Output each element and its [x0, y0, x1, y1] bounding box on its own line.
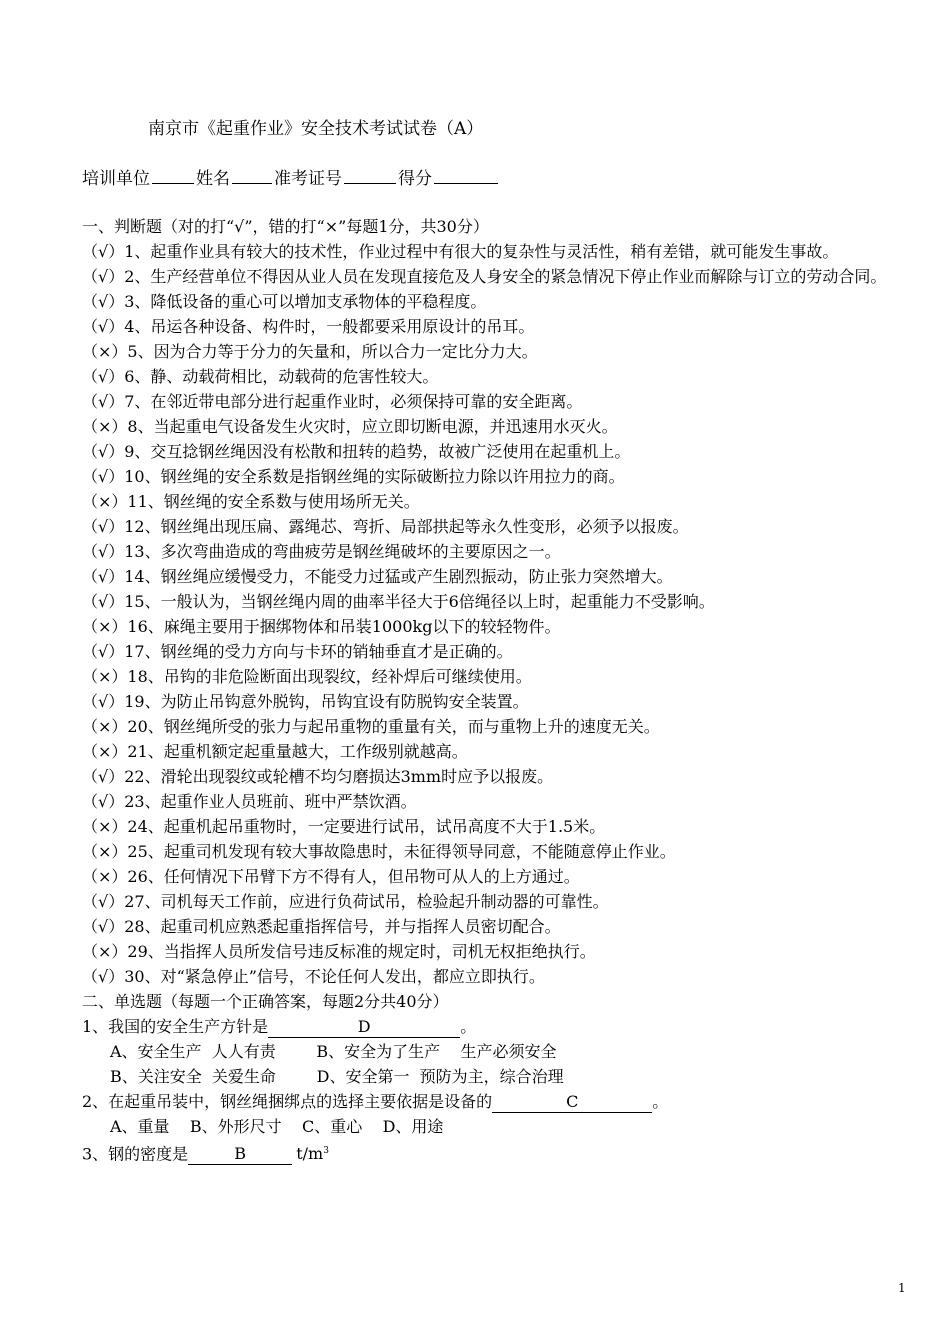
tf-item-text: 16、麻绳主要用于捆绑物体和吊装1000kg以下的较轻物件。 — [127, 617, 561, 636]
tf-item-text: 30、对“紧急停止”信号，不论任何人发出，都应立即执行。 — [124, 967, 545, 986]
tf-item-mark: （√） — [82, 267, 125, 286]
tf-item — [82, 864, 912, 889]
question-1-stem: 1、我国的安全生产方针是 — [82, 1017, 269, 1036]
tf-item — [82, 564, 912, 589]
tf-item-text: 3、降低设备的重心可以增加支承物体的平稳程度。 — [124, 292, 487, 311]
question-1-answer: D — [268, 1017, 460, 1038]
tf-item-mark: （√） — [82, 242, 125, 261]
question-1-options-row2: B、关注安全 关爱生命 D、安全第一 预防为主，综合治理 — [110, 1067, 564, 1086]
tf-item-mark: （√） — [82, 292, 125, 311]
tf-item-text: 11、钢丝绳的安全系数与使用场所无关。 — [127, 492, 420, 511]
tf-item-mark: （√） — [82, 317, 125, 336]
question-1 — [82, 1014, 912, 1039]
question-2-options: A、重量 B、外形尺寸 C、重心 D、用途 — [110, 1117, 444, 1136]
tf-item-mark: （×） — [82, 742, 128, 761]
tf-item — [82, 789, 912, 814]
tf-item — [82, 889, 912, 914]
tf-item — [82, 314, 912, 339]
section1-heading: 一、判断题（对的打“√”，错的打“×”每题1分，共30分） — [82, 217, 489, 236]
tf-item-mark: （√） — [82, 592, 125, 611]
question-2-stem: 2、在起重吊装中，钢丝绳捆绑点的选择主要依据是设备的 — [82, 1092, 493, 1111]
tf-item-mark: （√） — [82, 642, 125, 661]
tf-item — [82, 464, 912, 489]
tf-item — [82, 764, 912, 789]
tf-item-mark: （√） — [82, 392, 125, 411]
ticket-label: 准考证号 — [274, 169, 342, 189]
question-2-answer: C — [492, 1092, 652, 1113]
tf-item-mark: （√） — [82, 367, 125, 386]
tf-item-mark: （√） — [82, 767, 125, 786]
question-1-options-row1: A、安全生产 人人有责 B、安全为了生产 生产必须安全 — [110, 1042, 557, 1061]
tf-item-mark: （×） — [82, 667, 128, 686]
tf-item-text: 5、因为合力等于分力的矢量和，所以合力一定比分力大。 — [127, 342, 538, 361]
tf-item-text: 13、多次弯曲造成的弯曲疲劳是钢丝绳破坏的主要原因之一。 — [124, 542, 561, 561]
tf-item — [82, 639, 912, 664]
tf-item-text: 23、起重作业人员班前、班中严禁饮酒。 — [124, 792, 417, 811]
tf-item — [82, 914, 912, 939]
tf-item — [82, 689, 912, 714]
tf-item-mark: （√） — [82, 567, 125, 586]
tf-item — [82, 839, 912, 864]
tf-item-mark: （×） — [82, 867, 128, 886]
page-number: 1 — [898, 1281, 906, 1295]
true-false-list — [82, 239, 912, 989]
tf-item-mark: （×） — [82, 717, 128, 736]
question-2 — [82, 1089, 912, 1114]
tf-item-text: 28、起重司机应熟悉起重指挥信号，并与指挥人员密切配合。 — [124, 917, 561, 936]
score-label: 得分 — [398, 169, 432, 189]
tf-item-text: 2、生产经营单位不得因从业人员在发现直接危及人身安全的紧急情况下停止作业而解除与订立的劳动合同。 — [124, 267, 887, 286]
tf-item-mark: （√） — [82, 517, 125, 536]
tf-item-mark: （√） — [82, 892, 125, 911]
tf-item-text: 29、当指挥人员所发信号违反标准的规定时，司机无权拒绝执行。 — [127, 942, 596, 961]
question-3 — [82, 1139, 912, 1166]
tf-item-text: 25、起重司机发现有较大事故隐患时，未征得领导同意，不能随意停止作业。 — [127, 842, 676, 861]
tf-item-text: 4、吊运各种设备、构件时，一般都要采用原设计的吊耳。 — [124, 317, 535, 336]
tf-item — [82, 239, 912, 264]
tf-item — [82, 489, 912, 514]
tf-item — [82, 339, 912, 364]
question-2-end: 。 — [652, 1092, 669, 1111]
tf-item-text: 10、钢丝绳的安全系数是指钢丝绳的实际破断拉力除以许用拉力的商。 — [124, 467, 625, 486]
tf-item-text: 8、当起重电气设备发生火灾时，应立即切断电源，并迅速用水灭火。 — [127, 417, 618, 436]
tf-item-mark: （√） — [82, 542, 125, 561]
page-title: 南京市《起重作业》安全技术考试试卷（A） — [148, 119, 484, 139]
tf-item-text: 9、交互捻钢丝绳因没有松散和扭转的趋势，故被广泛使用在起重机上。 — [124, 442, 631, 461]
tf-item-mark: （×） — [82, 942, 128, 961]
tf-item-mark: （×） — [82, 492, 128, 511]
tf-item-mark: （√） — [82, 442, 125, 461]
tf-item-text: 20、钢丝绳所受的张力与起吊重物的重量有关，而与重物上升的速度无关。 — [127, 717, 660, 736]
section2-heading: 二、单选题（每题一个正确答案，每题2分共40分） — [82, 992, 449, 1011]
name-label: 姓名 — [196, 169, 230, 189]
tf-item-text: 17、钢丝绳的受力方向与卡环的销轴垂直才是正确的。 — [124, 642, 513, 661]
unit-blank — [152, 165, 194, 184]
question-3-unit-sup: 3 — [323, 1146, 329, 1156]
tf-item — [82, 664, 912, 689]
tf-item-mark: （×） — [82, 342, 128, 361]
question-3-stem: 3、钢的密度是 — [82, 1144, 189, 1164]
tf-item-text: 1、起重作业具有较大的技术性，作业过程中有很大的复杂性与灵活性，稍有差错，就可能发生事故。 — [124, 242, 839, 261]
unit-label: 培训单位 — [82, 169, 150, 189]
tf-item-mark: （×） — [82, 417, 128, 436]
tf-item — [82, 739, 912, 764]
tf-item-text: 14、钢丝绳应缓慢受力，不能受力过猛或产生剧烈振动，防止张力突然增大。 — [124, 567, 673, 586]
tf-item — [82, 614, 912, 639]
score-blank — [434, 165, 498, 184]
tf-item — [82, 939, 912, 964]
tf-item-text: 27、司机每天工作前，应进行负荷试吊，检验起升制动器的可靠性。 — [124, 892, 609, 911]
tf-item-mark: （√） — [82, 967, 125, 986]
tf-item — [82, 364, 912, 389]
tf-item-text: 19、为防止吊钩意外脱钩，吊钩宜设有防脱钩安全装置。 — [124, 692, 529, 711]
candidate-info-row — [82, 164, 500, 189]
tf-item-text: 7、在邻近带电部分进行起重作业时，必须保持可靠的安全距离。 — [124, 392, 583, 411]
tf-item-text: 12、钢丝绳出现压扁、露绳芯、弯折、局部拱起等永久性变形，必须予以报废。 — [124, 517, 689, 536]
tf-item-mark: （×） — [82, 842, 128, 861]
tf-item-mark: （√） — [82, 792, 125, 811]
tf-item — [82, 389, 912, 414]
tf-item-text: 22、滑轮出现裂纹或轮槽不均匀磨损达3mm时应予以报废。 — [124, 767, 554, 786]
tf-item-mark: （√） — [82, 917, 125, 936]
tf-item-text: 24、起重机起吊重物时，一定要进行试吊，试吊高度不大于1.5米。 — [127, 817, 606, 836]
tf-item-mark: （×） — [82, 617, 128, 636]
tf-item — [82, 814, 912, 839]
tf-item-mark: （×） — [82, 817, 128, 836]
tf-item — [82, 264, 912, 289]
tf-item-mark: （√） — [82, 467, 125, 486]
ticket-blank — [344, 165, 396, 184]
question-1-end: 。 — [460, 1017, 477, 1036]
tf-item — [82, 714, 912, 739]
tf-item-text: 21、起重机额定起重量越大，工作级别就越高。 — [127, 742, 468, 761]
tf-item — [82, 439, 912, 464]
tf-item-text: 15、一般认为，当钢丝绳内周的曲率半径大于6倍绳径以上时，起重能力不受影响。 — [124, 592, 715, 611]
tf-item — [82, 514, 912, 539]
tf-item — [82, 964, 912, 989]
question-3-answer: B — [188, 1144, 292, 1165]
question-3-unit: t/m — [296, 1144, 324, 1164]
tf-item — [82, 589, 912, 614]
tf-item — [82, 289, 912, 314]
tf-item-text: 26、任何情况下吊臂下方不得有人，但吊物可从人的上方通过。 — [127, 867, 580, 886]
exam-body — [82, 214, 912, 1166]
tf-item-text: 18、吊钩的非危险断面出现裂纹，经补焊后可继续使用。 — [127, 667, 532, 686]
tf-item-text: 6、静、动载荷相比，动载荷的危害性较大。 — [124, 367, 439, 386]
tf-item — [82, 414, 912, 439]
tf-item — [82, 539, 912, 564]
name-blank — [232, 165, 272, 184]
tf-item-mark: （√） — [82, 692, 125, 711]
